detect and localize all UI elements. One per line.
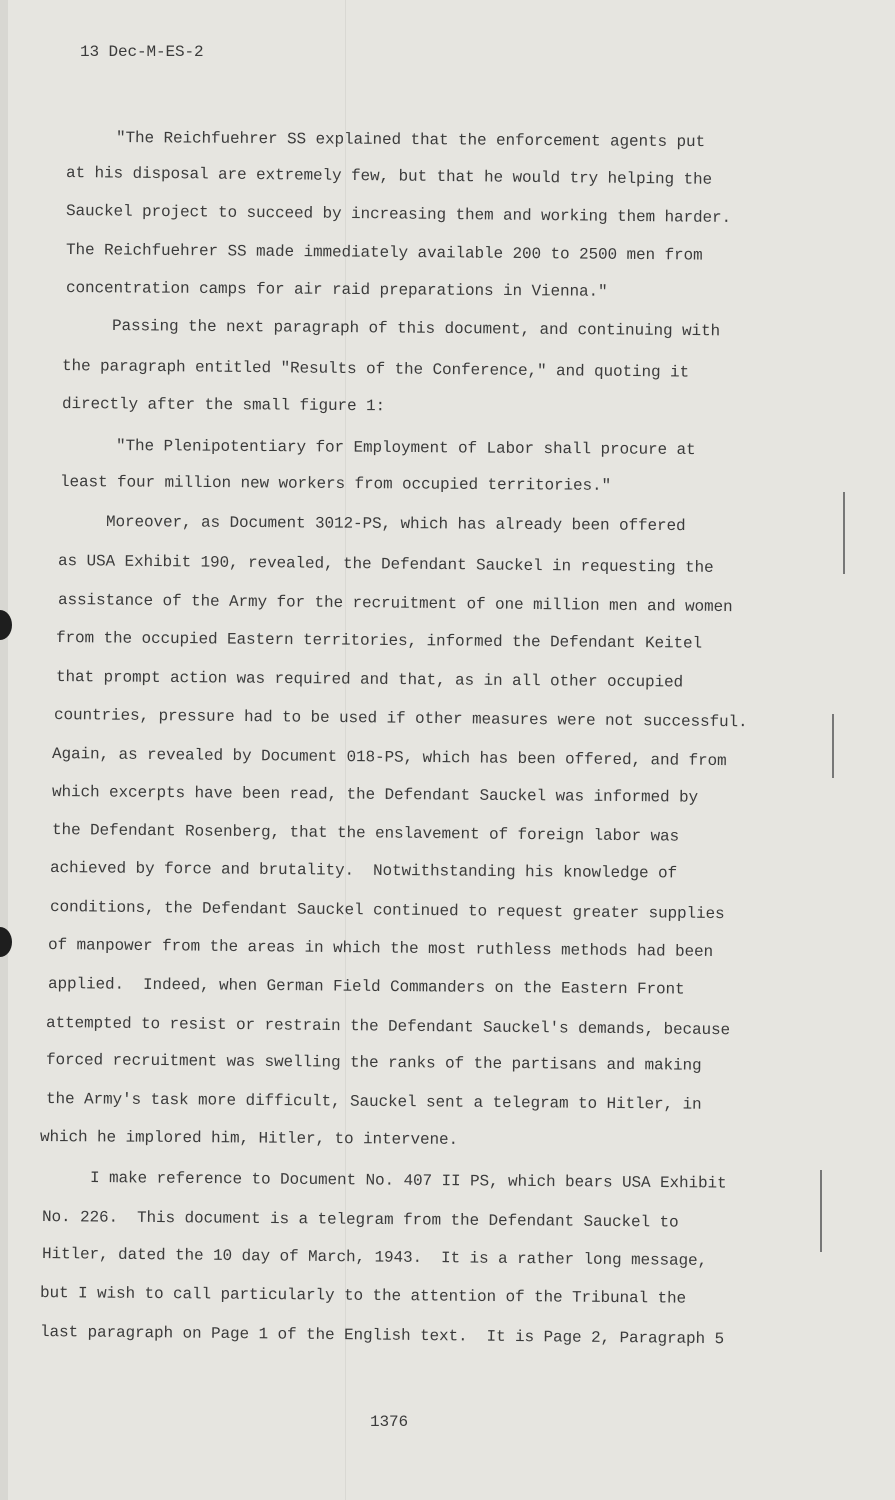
text-line: "The Plenipotentiary for Employment of Labor shall procure at [115,437,696,460]
text-line: which he implored him, Hitler, to intervene. [39,1128,459,1149]
text-line: the Defendant Rosenberg, that the enslavement of foreign labor was [51,821,680,846]
text-line: countries, pressure had to be used if other measures were not successful. [53,706,748,732]
text-line: that prompt action was required and that, as in all other occupied [55,668,684,692]
text-line: No. 226. This document is a telegram from the Defendant Sauckel to [41,1208,679,1232]
margin-mark [832,714,834,778]
text-line: Hitler, dated the 10 day of March, 1943. It is a rather long message, [41,1245,708,1270]
text-line: of manpower from the areas in which the most ruthless methods had been [47,936,714,961]
text-line: from the occupied Eastern territories, informed the Defendant Keitel [55,629,703,653]
margin-mark [820,1170,822,1252]
binder-hole [0,927,12,957]
text-line: "The Reichfuehrer SS explained that the enforcement agents put [115,129,706,152]
text-line: assistance of the Army for the recruitment of one million men and women [57,591,733,617]
page-number: 1376 [370,1413,409,1431]
text-line: at his disposal are extremely few, but that he would try helping the [65,164,713,189]
text-line: last paragraph on Page 1 of the English text. It is Page 2, Paragraph 5 [39,1323,725,1349]
margin-mark [843,492,845,574]
text-line: as USA Exhibit 190, revealed, the Defendant Sauckel in requesting the [57,552,714,577]
text-line: conditions, the Defendant Sauckel continued to request greater supplies [49,898,725,924]
text-line: the Army's task more difficult, Sauckel sent a telegram to Hitler, in [45,1090,702,1114]
text-line: concentration camps for air raid preparations in Vienna." [65,279,608,301]
text-line: applied. Indeed, when German Field Commanders on the Eastern Front [47,975,685,999]
page-edge [0,0,8,1500]
text-line: I make reference to Document No. 407 II PS, which bears USA Exhibit [89,1169,727,1193]
text-line: which excerpts have been read, the Defendant Sauckel was informed by [51,783,699,807]
text-line: least four million new workers from occupied territories." [59,473,612,495]
text-line: Passing the next paragraph of this document, and continuing with [111,317,721,341]
text-line: Sauckel project to succeed by increasing them and working them harder. [65,202,732,227]
text-line: The Reichfuehrer SS made immediately available 200 to 2500 men from [65,241,703,265]
text-line: achieved by force and brutality. Notwithstanding his knowledge of [49,859,678,883]
text-line: the paragraph entitled "Results of the Conference," and quoting it [61,357,690,382]
text-line: forced recruitment was swelling the ranks of the partisans and making [45,1051,702,1075]
text-line: attempted to resist or restrain the Defendant Sauckel's demands, because [45,1014,731,1040]
text-line: Moreover, as Document 3012-PS, which has already been offered [105,513,686,536]
text-line: directly after the small figure 1: [61,395,386,416]
text-line: but I wish to call particularly to the attention of the Tribunal the [39,1284,687,1308]
page-header: 13 Dec-M-ES-2 [80,43,204,61]
binder-hole [0,610,12,640]
text-line: Again, as revealed by Document 018-PS, which has been offered, and from [51,745,727,771]
